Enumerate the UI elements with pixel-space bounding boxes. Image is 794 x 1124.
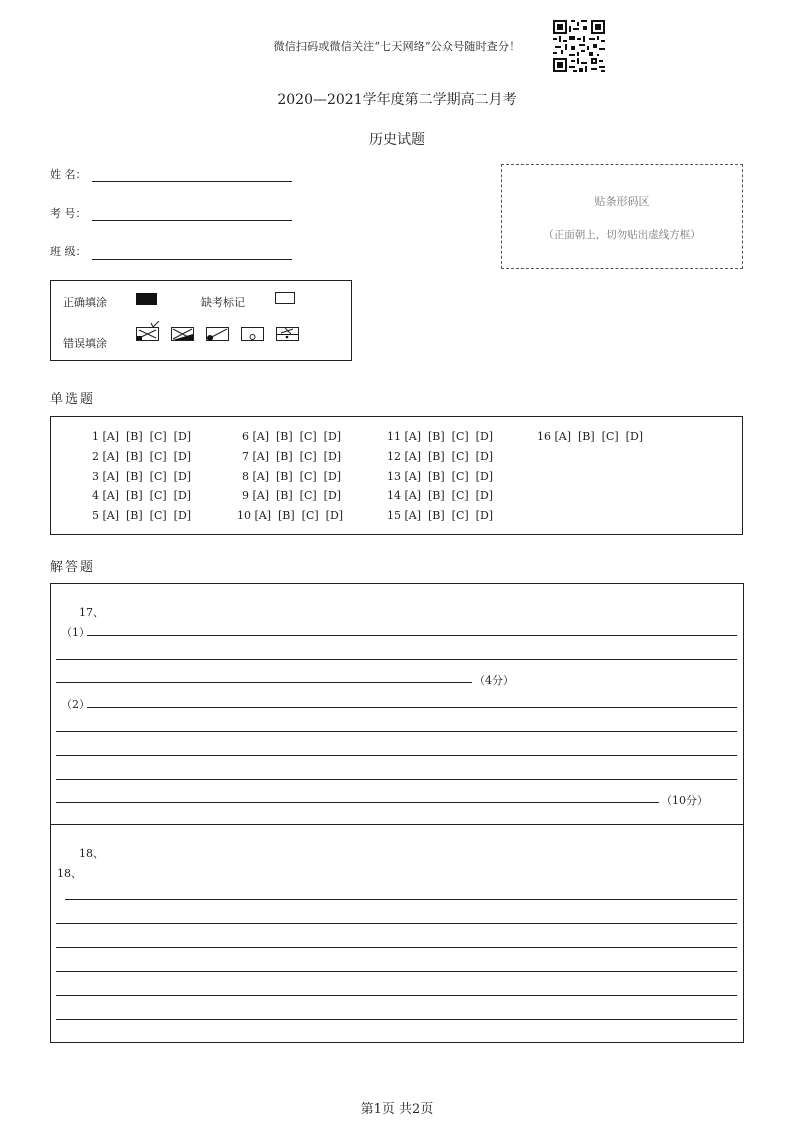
q18-answer-line[interactable]: [56, 923, 737, 924]
absent-mark-label: 缺考标记: [201, 296, 245, 309]
wrong-fill-label: 错误填涂: [63, 337, 107, 350]
single-choice-grid: [50, 416, 743, 535]
choice-q3[interactable]: 3 [A] [B] [C] [D]: [92, 470, 192, 483]
choice-q1[interactable]: 1 [A] [B] [C] [D]: [92, 430, 192, 443]
single-choice-heading: 单选题: [50, 392, 96, 407]
q17-part1-score: （4分）: [474, 674, 514, 687]
q18-answer-line[interactable]: [56, 1019, 737, 1020]
barcode-label: 贴条形码区: [594, 195, 650, 208]
choice-q16[interactable]: 16 [A] [B] [C] [D]: [537, 430, 644, 443]
choice-q9[interactable]: 9 [A] [B] [C] [D]: [242, 489, 342, 502]
class-field[interactable]: [92, 259, 292, 260]
choice-q15[interactable]: 15 [A] [B] [C] [D]: [387, 509, 494, 522]
q18-number-repeat: 18、: [57, 867, 82, 880]
name-field[interactable]: [92, 181, 292, 182]
q17-part2-score: （10分）: [661, 794, 708, 807]
barcode-hint: （正面朝上，切勿贴出虚线方框）: [543, 229, 701, 241]
q17-answer-line[interactable]: [56, 659, 737, 660]
q17-answer-line[interactable]: [56, 755, 737, 756]
choice-q4[interactable]: 4 [A] [B] [C] [D]: [92, 489, 192, 502]
page-footer: 第1页 共2页: [360, 1102, 434, 1117]
q18-answer-line[interactable]: [56, 995, 737, 996]
choice-q6[interactable]: 6 [A] [B] [C] [D]: [242, 430, 342, 443]
q18-number: 18、: [79, 847, 104, 860]
choice-q5[interactable]: 5 [A] [B] [C] [D]: [92, 509, 192, 522]
choice-q12[interactable]: 12 [A] [B] [C] [D]: [387, 450, 494, 463]
q17-answer-line[interactable]: [56, 779, 737, 780]
answer-heading: 解答题: [50, 560, 96, 575]
choice-q14[interactable]: 14 [A] [B] [C] [D]: [387, 489, 494, 502]
q17-answer-line[interactable]: [56, 731, 737, 732]
choice-q2[interactable]: 2 [A] [B] [C] [D]: [92, 450, 192, 463]
fill-legend: [50, 280, 352, 361]
exam-title: 2020—2021学年度第二学期高二月考: [277, 92, 517, 108]
q17-answer-line[interactable]: [56, 682, 472, 683]
q17-answer-line[interactable]: [87, 707, 737, 708]
q18-answer-line[interactable]: [56, 947, 737, 948]
choice-q11[interactable]: 11 [A] [B] [C] [D]: [387, 430, 494, 443]
qr-code-icon[interactable]: [553, 20, 605, 72]
absent-mark-checkbox[interactable]: [275, 292, 295, 304]
q17-part1-label: （1）: [61, 626, 90, 639]
q17-part2-label: （2）: [61, 698, 90, 711]
answer-box: [50, 583, 744, 1043]
q17-answer-line[interactable]: [56, 802, 659, 803]
qr-notice: 微信扫码或微信关注“七天网络”公众号随时查分！: [273, 40, 521, 53]
exam-number-field[interactable]: [92, 220, 292, 221]
q18-answer-line[interactable]: [65, 899, 737, 900]
choice-q10[interactable]: 10 [A] [B] [C] [D]: [237, 509, 344, 522]
correct-fill-sample-icon: [136, 293, 157, 305]
correct-fill-label: 正确填涂: [63, 296, 107, 309]
exam-subject: 历史试题: [369, 132, 425, 148]
name-label: 姓 名：: [50, 168, 87, 181]
class-label: 班 级：: [50, 245, 87, 258]
q17-number: 17、: [79, 606, 104, 619]
exam-number-label: 考 号：: [50, 207, 87, 220]
choice-q8[interactable]: 8 [A] [B] [C] [D]: [242, 470, 342, 483]
q17-answer-line[interactable]: [87, 635, 737, 636]
wrong-fill-samples-icon: [135, 321, 305, 347]
choice-q13[interactable]: 13 [A] [B] [C] [D]: [387, 470, 494, 483]
barcode-area: [501, 164, 743, 269]
q18-answer-line[interactable]: [56, 971, 737, 972]
choice-q7[interactable]: 7 [A] [B] [C] [D]: [242, 450, 342, 463]
question-divider: [50, 824, 744, 825]
